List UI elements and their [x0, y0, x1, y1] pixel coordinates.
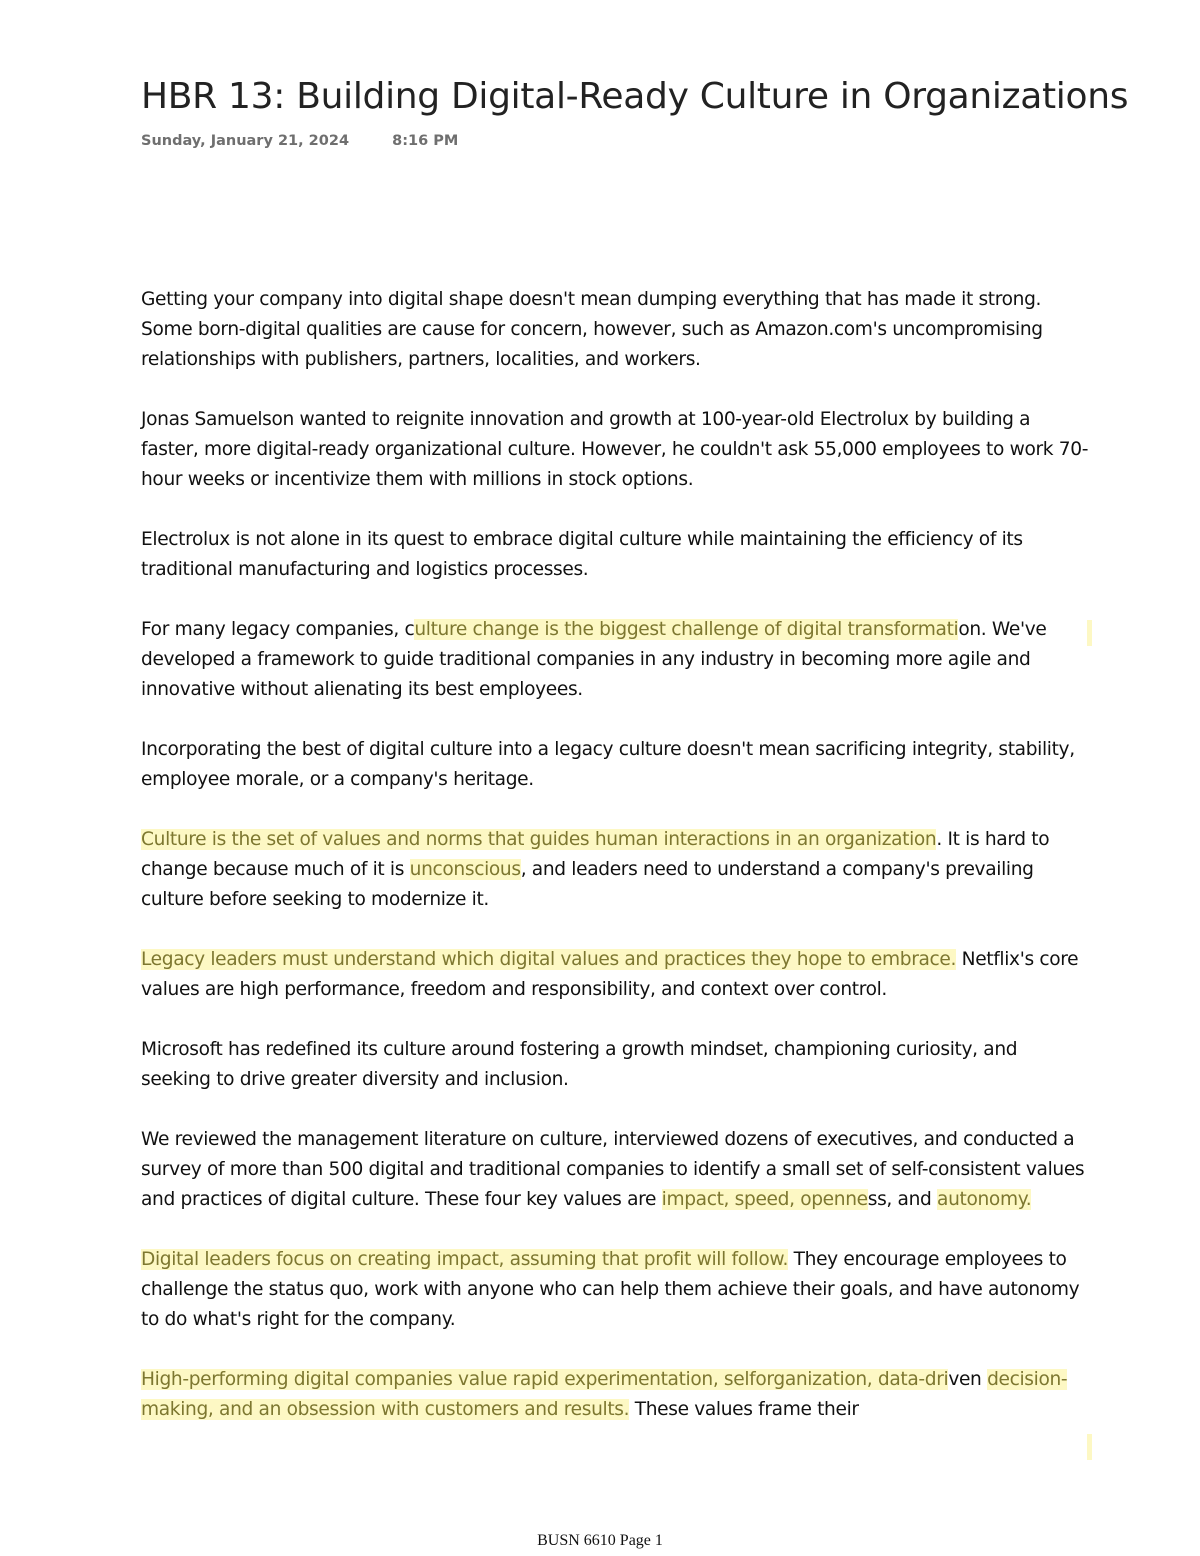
highlighted-text: ulture change is the biggest challenge of digital transformati — [414, 619, 959, 640]
paragraph — [141, 735, 1089, 795]
text-segment: These values frame their — [629, 1399, 859, 1420]
text-segment: ven — [948, 1369, 988, 1390]
text-segment: Incorporating the best of digital culture into a legacy culture doesn't mean sacrificing integrity, stability, employee morale, or a company's heritage. — [141, 739, 1075, 790]
page-meta — [141, 133, 458, 149]
text-segment: Getting your company into digital shape doesn't mean dumping everything that has made it strong. Some born-digital qualities are cause for concern, however, such as Amazon.com's uncompromising relationships with publishers, partners, localities, and workers. — [141, 289, 1043, 370]
document-body[interactable] — [141, 285, 1089, 1455]
text-segment: . It is hard to change because much of it is — [141, 829, 1050, 880]
highlight-margin-mark — [1087, 1434, 1092, 1460]
text-segment: on. We've developed a framework to guide traditional companies in any industry in becoming more agile and innovative without alienating its best employees. — [141, 619, 1047, 700]
paragraph — [141, 1035, 1089, 1095]
paragraph — [141, 1365, 1089, 1425]
paragraph — [141, 1245, 1089, 1335]
text-segment: Jonas Samuelson wanted to reignite innovation and growth at 100-year-old Electrolux by building a faster, more digital-ready organizational culture. However, he couldn't ask 55,000 employees to work 70-hour weeks or incentivize them with millions in stock options. — [141, 409, 1089, 490]
page-footer: BUSN 6610 Page 1 — [537, 1532, 663, 1549]
page-title: HBR 13: Building Digital-Ready Culture in Organizations — [141, 76, 1129, 117]
text-segment: Microsoft has redefined its culture around fostering a growth mindset, championing curiosity, and seeking to drive greater diversity and inclusion. — [141, 1039, 1018, 1090]
paragraph — [141, 285, 1089, 375]
text-segment: Electrolux is not alone in its quest to embrace digital culture while maintaining the efficiency of its traditional manufacturing and logistics processes. — [141, 529, 1023, 580]
text-segment: For many legacy companies, c — [141, 619, 415, 640]
paragraph — [141, 1125, 1089, 1215]
text-segment: They encourage employees to challenge the status quo, work with anyone who can help them achieve their goals, and have autonomy to do what's right for the company. — [141, 1249, 1080, 1330]
highlighted-text: impact, speed, openne — [661, 1189, 868, 1210]
text-segment: Netflix's core values are high performance, freedom and responsibility, and context over control. — [141, 949, 1079, 1000]
page-date: Sunday, January 21, 2024 — [141, 133, 350, 149]
highlight-margin-mark — [1087, 620, 1092, 646]
paragraph — [141, 615, 1089, 705]
highlighted-text: unconscious — [409, 859, 521, 880]
highlighted-text: decision-making, and an obsession with customers and results. — [141, 1369, 1068, 1420]
text-segment: , and leaders need to understand a company's prevailing culture before seeking to modernize it. — [141, 859, 1034, 910]
text-segment: ss, and — [867, 1189, 938, 1210]
highlighted-text: Digital leaders focus on creating impact, assuming that profit will follow. — [141, 1249, 789, 1270]
highlighted-text: Legacy leaders must understand which digital values and practices they hope to embrace. — [141, 949, 957, 970]
paragraph — [141, 405, 1089, 495]
highlighted-text: High-performing digital companies value rapid experimentation, selforganization, data-dri — [141, 1369, 949, 1390]
highlighted-text: Culture is the set of values and norms that guides human interactions in an organization — [141, 829, 937, 850]
paragraph — [141, 525, 1089, 585]
paragraph — [141, 945, 1089, 1005]
page-time: 8:16 PM — [392, 133, 459, 149]
highlighted-text: autonomy. — [937, 1189, 1032, 1210]
text-segment: We reviewed the management literature on culture, interviewed dozens of executives, and conducted a survey of more than 500 digital and traditional companies to identify a small set of self-consistent values and practices of digital culture. These four key values are — [141, 1129, 1085, 1210]
paragraph — [141, 825, 1089, 915]
